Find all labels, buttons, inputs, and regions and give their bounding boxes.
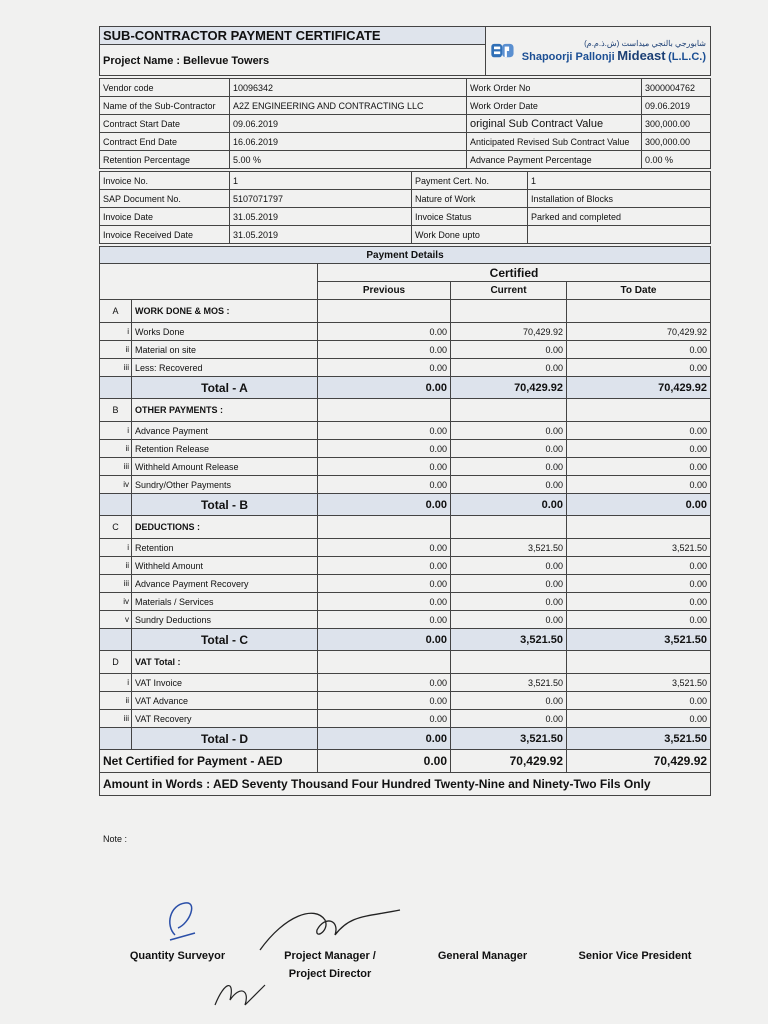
empty-cell (567, 516, 711, 539)
invoice-value (528, 226, 711, 244)
invoice-value: Installation of Blocks (528, 190, 711, 208)
vendor-row (100, 133, 711, 151)
value-to-date: 0.00 (567, 476, 711, 494)
value-current: 0.00 (451, 593, 567, 611)
empty-cell (318, 300, 451, 323)
vendor-label: Contract End Date (100, 133, 230, 151)
total-to-date: 0.00 (567, 494, 711, 516)
value-to-date: 0.00 (567, 575, 711, 593)
certificate-title: SUB-CONTRACTOR PAYMENT CERTIFICATE (100, 27, 485, 45)
invoice-label: Nature of Work (412, 190, 528, 208)
invoice-label: Invoice Received Date (100, 226, 230, 244)
project-name: Project Name : Bellevue Towers (103, 55, 270, 67)
value-current: 0.00 (451, 611, 567, 629)
table-row (100, 341, 711, 359)
invoice-label: SAP Document No. (100, 190, 230, 208)
arabic-company-name: شابورجي بالنجي ميداست (ش.ذ.م.م) (584, 39, 706, 48)
sig-quantity-surveyor: Quantity Surveyor (129, 950, 226, 962)
row-numeral: v (100, 611, 132, 629)
row-numeral: iii (100, 710, 132, 728)
value-to-date: 0.00 (567, 458, 711, 476)
section-letter: C (100, 516, 132, 539)
total-row (100, 629, 711, 651)
value-current: 3,521.50 (451, 539, 567, 557)
empty-cell (451, 399, 567, 422)
empty-cell (567, 651, 711, 674)
section-title: VAT Total : (132, 651, 318, 674)
value-previous: 0.00 (318, 674, 451, 692)
invoice-label: Invoice No. (100, 172, 230, 190)
payment-details-title: Payment Details (100, 247, 711, 264)
section-title: WORK DONE & MOS : (132, 300, 318, 323)
sig-senior-vice-president: Senior Vice President (578, 950, 692, 962)
value-previous: 0.00 (318, 692, 451, 710)
section-letter: A (100, 300, 132, 323)
value-to-date: 3,521.50 (567, 539, 711, 557)
empty-cell (451, 300, 567, 323)
row-label: VAT Advance (132, 692, 318, 710)
empty-cell (451, 516, 567, 539)
row-label: Retention (132, 539, 318, 557)
section-letter: B (100, 399, 132, 422)
value-to-date: 70,429.92 (567, 323, 711, 341)
section-title: OTHER PAYMENTS : (132, 399, 318, 422)
total-label: Total - A (132, 377, 318, 399)
total-current: 70,429.92 (451, 377, 567, 399)
table-row (100, 422, 711, 440)
value-current: 3,521.50 (451, 674, 567, 692)
col-current: Current (451, 282, 567, 300)
vendor-label: Anticipated Revised Sub Contract Value (467, 133, 642, 151)
empty-cell (567, 300, 711, 323)
vendor-value: 0.00 % (642, 151, 711, 169)
table-row (100, 476, 711, 494)
vendor-label: Advance Payment Percentage (467, 151, 642, 169)
value-current: 0.00 (451, 359, 567, 377)
value-previous: 0.00 (318, 422, 451, 440)
vendor-row (100, 115, 711, 133)
invoice-row (100, 172, 711, 190)
net-certified-row (100, 750, 711, 773)
value-current: 0.00 (451, 476, 567, 494)
brand-suffix: (L.L.C.) (668, 51, 706, 63)
sig-project-director: Project Director (288, 968, 372, 980)
vendor-row (100, 79, 711, 97)
empty-cell (100, 377, 132, 399)
vendor-label: Name of the Sub-Contractor (100, 97, 230, 115)
vendor-value: 10096342 (230, 79, 467, 97)
col-to-date: To Date (567, 282, 711, 300)
row-label: VAT Recovery (132, 710, 318, 728)
table-row (100, 458, 711, 476)
value-current: 0.00 (451, 341, 567, 359)
total-current: 3,521.50 (451, 629, 567, 651)
total-row (100, 728, 711, 750)
value-to-date: 0.00 (567, 692, 711, 710)
empty-cell (567, 399, 711, 422)
vendor-value: 16.06.2019 (230, 133, 467, 151)
row-numeral: iv (100, 593, 132, 611)
value-current: 0.00 (451, 575, 567, 593)
value-current: 0.00 (451, 422, 567, 440)
total-to-date: 70,429.92 (567, 377, 711, 399)
row-numeral: iii (100, 458, 132, 476)
value-previous: 0.00 (318, 476, 451, 494)
total-label: Total - C (132, 629, 318, 651)
payment-certificate (99, 26, 710, 796)
value-previous: 0.00 (318, 341, 451, 359)
value-to-date: 0.00 (567, 359, 711, 377)
row-label: Withheld Amount (132, 557, 318, 575)
table-row (100, 557, 711, 575)
row-label: Advance Payment (132, 422, 318, 440)
net-current: 70,429.92 (451, 750, 567, 773)
row-label: Sundry Deductions (132, 611, 318, 629)
section-header-row (100, 651, 711, 674)
value-previous: 0.00 (318, 323, 451, 341)
vendor-value: 09.06.2019 (230, 115, 467, 133)
row-numeral: i (100, 323, 132, 341)
table-row (100, 440, 711, 458)
invoice-value: Parked and completed (528, 208, 711, 226)
row-numeral: iii (100, 575, 132, 593)
total-previous: 0.00 (318, 629, 451, 651)
row-numeral: ii (100, 557, 132, 575)
brand-name: Shapoorji Pallonji (521, 51, 615, 63)
total-row (100, 494, 711, 516)
row-label: Withheld Amount Release (132, 458, 318, 476)
value-previous: 0.00 (318, 710, 451, 728)
invoice-label: Work Done upto (412, 226, 528, 244)
value-to-date: 0.00 (567, 593, 711, 611)
empty-cell (100, 629, 132, 651)
invoice-label: Payment Cert. No. (412, 172, 528, 190)
section-header-row (100, 399, 711, 422)
total-label: Total - B (132, 494, 318, 516)
section-letter: D (100, 651, 132, 674)
col-previous: Previous (318, 282, 451, 300)
row-numeral: iii (100, 359, 132, 377)
empty-cell (451, 651, 567, 674)
value-previous: 0.00 (318, 440, 451, 458)
empty-cell (318, 651, 451, 674)
row-label: Less: Recovered (132, 359, 318, 377)
value-previous: 0.00 (318, 458, 451, 476)
invoice-row (100, 208, 711, 226)
row-numeral: ii (100, 440, 132, 458)
section-header-row (100, 516, 711, 539)
total-previous: 0.00 (318, 494, 451, 516)
vendor-label: Work Order Date (467, 97, 642, 115)
value-to-date: 0.00 (567, 557, 711, 575)
row-label: Material on site (132, 341, 318, 359)
row-numeral: iv (100, 476, 132, 494)
amount-in-words: Amount in Words : AED Seventy Thousand Four Hundred Twenty-Nine and Ninety-Two Fils Only (100, 773, 711, 796)
value-previous: 0.00 (318, 539, 451, 557)
invoice-label: Invoice Status (412, 208, 528, 226)
vendor-value: 3000004762 (642, 79, 711, 97)
row-label: Retention Release (132, 440, 318, 458)
row-numeral: i (100, 539, 132, 557)
table-row (100, 674, 711, 692)
value-current: 0.00 (451, 440, 567, 458)
value-previous: 0.00 (318, 359, 451, 377)
total-label: Total - D (132, 728, 318, 750)
total-current: 3,521.50 (451, 728, 567, 750)
vendor-label: Work Order No (467, 79, 642, 97)
empty-cell (100, 494, 132, 516)
value-previous: 0.00 (318, 557, 451, 575)
total-to-date: 3,521.50 (567, 728, 711, 750)
value-current: 0.00 (451, 710, 567, 728)
value-previous: 0.00 (318, 575, 451, 593)
invoice-value: 1 (230, 172, 412, 190)
brand-region: Mideast (617, 48, 666, 63)
row-numeral: i (100, 422, 132, 440)
vendor-label: Retention Percentage (100, 151, 230, 169)
table-row (100, 575, 711, 593)
invoice-value: 31.05.2019 (230, 226, 412, 244)
value-current: 0.00 (451, 557, 567, 575)
vendor-value: 300,000.00 (642, 115, 711, 133)
pm-signature-icon (255, 905, 405, 955)
vendor-label: original Sub Contract Value (467, 115, 642, 133)
invoice-value: 31.05.2019 (230, 208, 412, 226)
value-current: 70,429.92 (451, 323, 567, 341)
table-row (100, 539, 711, 557)
value-to-date: 0.00 (567, 710, 711, 728)
net-previous: 0.00 (318, 750, 451, 773)
vendor-value: A2Z ENGINEERING AND CONTRACTING LLC (230, 97, 467, 115)
vendor-row (100, 151, 711, 169)
empty-cell (318, 399, 451, 422)
invoice-table (99, 171, 711, 244)
payment-table (99, 246, 711, 796)
vendor-label: Contract Start Date (100, 115, 230, 133)
value-to-date: 0.00 (567, 440, 711, 458)
row-label: Advance Payment Recovery (132, 575, 318, 593)
empty-cell (318, 516, 451, 539)
net-to-date: 70,429.92 (567, 750, 711, 773)
row-label: Works Done (132, 323, 318, 341)
total-to-date: 3,521.50 (567, 629, 711, 651)
value-previous: 0.00 (318, 593, 451, 611)
total-current: 0.00 (451, 494, 567, 516)
section-header-row (100, 300, 711, 323)
value-to-date: 3,521.50 (567, 674, 711, 692)
net-certified-label: Net Certified for Payment - AED (100, 750, 318, 773)
row-numeral: i (100, 674, 132, 692)
value-current: 0.00 (451, 692, 567, 710)
header-table (99, 26, 711, 76)
table-row (100, 359, 711, 377)
qs-signature-icon (160, 895, 205, 950)
row-label: Sundry/Other Payments (132, 476, 318, 494)
sp-logo-icon (490, 31, 516, 71)
row-numeral: ii (100, 341, 132, 359)
row-label: VAT Invoice (132, 674, 318, 692)
table-row (100, 611, 711, 629)
vendor-table (99, 78, 711, 169)
value-to-date: 0.00 (567, 611, 711, 629)
invoice-value: 5107071797 (230, 190, 412, 208)
invoice-row (100, 190, 711, 208)
section-title: DEDUCTIONS : (132, 516, 318, 539)
amount-in-words-row (100, 773, 711, 796)
value-current: 0.00 (451, 458, 567, 476)
value-previous: 0.00 (318, 611, 451, 629)
vendor-value: 09.06.2019 (642, 97, 711, 115)
invoice-row (100, 226, 711, 244)
value-to-date: 0.00 (567, 422, 711, 440)
invoice-label: Invoice Date (100, 208, 230, 226)
row-numeral: ii (100, 692, 132, 710)
sig-project-manager: Project Manager / (284, 950, 376, 962)
empty-cell (100, 728, 132, 750)
vendor-value: 300,000.00 (642, 133, 711, 151)
value-to-date: 0.00 (567, 341, 711, 359)
table-row (100, 710, 711, 728)
note-label: Note : (103, 834, 128, 844)
sig-general-manager: General Manager (437, 950, 528, 962)
table-row (100, 323, 711, 341)
total-previous: 0.00 (318, 728, 451, 750)
table-row (100, 692, 711, 710)
certified-header: Certified (318, 264, 711, 282)
initials-signature-icon (210, 975, 270, 1015)
row-label: Materials / Services (132, 593, 318, 611)
total-row (100, 377, 711, 399)
total-previous: 0.00 (318, 377, 451, 399)
table-row (100, 593, 711, 611)
vendor-row (100, 97, 711, 115)
vendor-value: 5.00 % (230, 151, 467, 169)
invoice-value: 1 (528, 172, 711, 190)
vendor-label: Vendor code (100, 79, 230, 97)
company-logo (486, 27, 711, 76)
